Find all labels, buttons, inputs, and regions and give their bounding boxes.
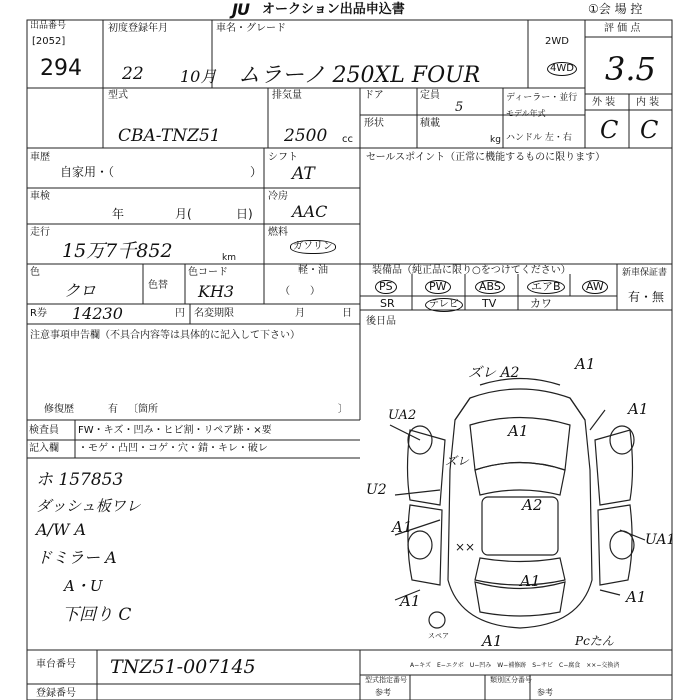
mark-left-mid: U2	[366, 482, 387, 498]
form-title: オークション出品申込書	[262, 2, 405, 17]
model-year-label: モデル年式	[506, 109, 546, 118]
exterior-label: 外 装	[592, 97, 616, 108]
repair-have: 有	[108, 404, 118, 415]
hw-car-name: ムラーノ 250XL FOUR	[238, 63, 481, 88]
hw-note-1: ホ 157853	[36, 470, 124, 490]
mark-windshield: ズレ	[445, 454, 470, 468]
mark-top: ズレ A2	[468, 365, 520, 381]
meigi-label: 名変期限	[194, 308, 234, 319]
recycle-label: R券	[30, 308, 47, 319]
equip-abs: ABS	[475, 280, 505, 294]
repair-place: 〔箇所	[128, 404, 158, 415]
spare-label: スペア	[428, 632, 449, 640]
hw-recycle: 14230	[72, 304, 123, 323]
hw-exterior: C	[600, 116, 619, 144]
car-name-label: 車名・グレード	[216, 23, 286, 34]
mark-left-bottom: A1	[400, 592, 421, 610]
meigi-month: 月	[295, 308, 305, 319]
ref-label-1: 参考	[375, 688, 391, 697]
hw-seats: 5	[455, 100, 464, 115]
shape-label: 形状	[364, 118, 384, 129]
hw-year: 22	[122, 64, 144, 84]
after-market-label: 後日品	[366, 316, 396, 327]
ref-label-2: 参考	[537, 688, 553, 697]
hw-interior: C	[640, 116, 659, 144]
color-code-label: 色コード	[188, 267, 228, 278]
aircon-label: 冷房	[268, 191, 288, 202]
color-change-label: 色替	[148, 280, 168, 291]
lot-sticker: [2052]	[32, 36, 66, 47]
hw-shift: AT	[292, 164, 315, 184]
hw-note-6: 下回り C	[62, 605, 132, 625]
km-label: km	[222, 253, 236, 263]
hw-note-5: A・U	[64, 577, 103, 595]
mark-center-lower: ××	[455, 540, 476, 554]
hw-model: CBA-TNZ51	[118, 126, 221, 146]
equip-sr: SR	[380, 297, 395, 310]
model-type-code-label: 型式指定番号	[365, 676, 407, 684]
warranty-value: 有・無	[628, 290, 665, 304]
fuel-diesel: 軽・油	[298, 265, 328, 276]
cc-label: cc	[342, 134, 353, 145]
door-label: ドア	[364, 90, 384, 101]
notes-label: 注意事項申告欄（不具合内容等は具体的に記入して下さい）	[30, 330, 300, 341]
hw-aircon: AAC	[292, 202, 328, 221]
check-row-1: FW・キズ・凹み・ヒビ割・リペア跡・×要	[78, 425, 272, 436]
sales-point-label: セールスポイント（正常に機能するものに限ります）	[366, 152, 606, 163]
hw-grade: 3.5	[605, 50, 656, 88]
yen-label: 円	[175, 308, 185, 319]
mark-top-right: A1	[575, 355, 596, 373]
mileage-label: 走行	[30, 227, 50, 238]
entry-label: 記入欄	[29, 443, 59, 454]
reg-number-label: 登録番号	[36, 688, 76, 699]
equip-aw: AW	[582, 280, 608, 294]
legend: A−キズ E−エクボ U−凹み W−補修跡 S−サビ C−腐食 ××−交換済	[410, 662, 620, 669]
hw-month: 10月	[180, 67, 217, 86]
color-label: 色	[30, 267, 40, 278]
corner-text: 出品番号	[30, 21, 67, 31]
usage-label: 車歴	[30, 152, 50, 163]
usage-value: 自家用・（	[60, 165, 115, 179]
displacement-label: 排気量	[272, 90, 302, 101]
grade-label: 評 価 点	[604, 23, 641, 34]
first-reg-label: 初度登録年月	[108, 23, 168, 34]
hw-color-code: KH3	[198, 282, 235, 301]
inspector-label: 検査員	[29, 425, 59, 436]
hw-note-3: A/W A	[36, 520, 87, 539]
handle-label: ハンドル 左・右	[506, 133, 572, 143]
repair-history-label: 修復歴	[44, 404, 74, 415]
wd4-label: 4WD	[547, 62, 577, 76]
interior-label: 内 装	[636, 97, 660, 108]
mark-roof: A2	[522, 496, 543, 514]
shift-label: シフト	[268, 152, 298, 163]
kg-label: kg	[490, 135, 501, 145]
hw-note-4: ドミラー A	[36, 548, 117, 567]
equip-tv: TV	[482, 297, 497, 310]
equip-tv-jp: テレビ	[425, 298, 463, 312]
hw-color: クロ	[64, 281, 97, 300]
hw-note-2: ダッシュ板ワレ	[36, 497, 141, 515]
equip-airbag: エアB	[527, 280, 565, 294]
inspection-day: 日)	[236, 207, 253, 221]
mark-bottom-right: Pcたん	[575, 634, 614, 648]
inspection-year: 年	[112, 207, 125, 221]
wd2-label: 2WD	[545, 36, 569, 47]
repair-close: 〕	[338, 404, 348, 415]
lot-number: 294	[40, 56, 82, 81]
chassis-label: 車台番号	[36, 659, 76, 670]
dealer-label: ディーラー・並行	[506, 93, 578, 103]
model-type-label: 型式	[108, 90, 128, 101]
usage-close: ）	[250, 165, 263, 179]
hw-cc: 2500	[284, 126, 328, 146]
hw-chassis: TNZ51-007145	[110, 656, 256, 678]
mark-right-mid: UA1	[645, 532, 676, 548]
inspection-label: 車検	[30, 191, 50, 202]
venue-label: ①会 場 控	[588, 2, 643, 16]
new-warranty-label: 新車保証書	[622, 268, 668, 278]
fuel-other: （ ）	[280, 286, 320, 297]
meigi-day: 日	[342, 308, 352, 319]
fuel-label: 燃料	[268, 227, 288, 238]
equipment-label: 装備品（純正品に限り○をつけてください）	[372, 265, 571, 276]
class-code-label: 類別区分番号	[490, 676, 532, 684]
equip-ps: PS	[375, 280, 397, 294]
equip-pw: PW	[425, 280, 451, 294]
mark-right-top: A1	[628, 400, 649, 418]
hw-mileage: 15万7千852	[62, 240, 173, 262]
capacity-label: 定員	[420, 90, 440, 101]
logo: JU	[232, 0, 249, 19]
load-label: 積載	[420, 118, 440, 129]
mark-rear: A1	[520, 572, 541, 590]
inspection-month: 月(	[175, 207, 192, 221]
mark-left-top: UA2	[388, 408, 417, 423]
mark-bottom: A1	[482, 632, 503, 650]
mark-hood: A1	[508, 422, 529, 440]
fuel-gas: ガソリン	[290, 240, 336, 254]
mark-left-lower: A1	[392, 518, 413, 536]
check-row-2: ・モゲ・凸凹・コゲ・穴・錆・キレ・破レ	[78, 443, 268, 454]
equip-leather: カワ	[530, 297, 552, 310]
mark-right-bottom: A1	[626, 588, 647, 606]
